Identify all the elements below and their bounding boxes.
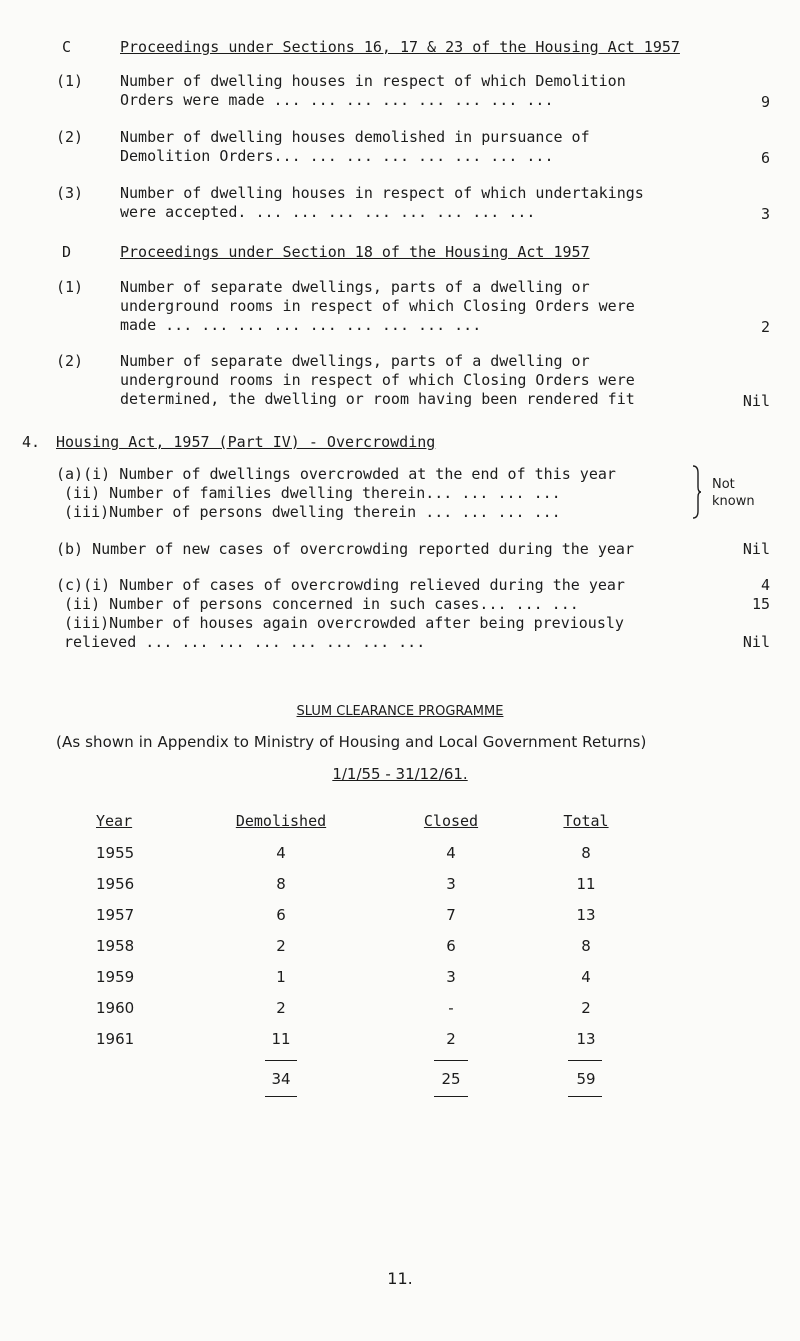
table-cell-year: 1955 xyxy=(96,844,135,862)
section-4c-value-4: Nil xyxy=(742,633,770,651)
section-4a-line-2: (ii) Number of families dwelling therein... ... ... ... xyxy=(64,484,561,502)
section-d-letter: D xyxy=(62,243,72,261)
table-cell-closed: 4 xyxy=(446,844,456,862)
section-d-item-2-line1: Number of separate dwellings, parts of a dwelling or xyxy=(120,352,590,370)
section-c-item-3-num: (3) xyxy=(56,184,84,202)
section-c-item-3-line1: Number of dwelling houses in respect of which undertakings xyxy=(120,184,644,202)
table-cell-closed: - xyxy=(448,999,454,1017)
section-d-item-2-num: (2) xyxy=(56,352,84,370)
section-c-item-2-line1: Number of dwelling houses demolished in pursuance of xyxy=(120,128,590,146)
section-4a-line-1: (a)(i) Number of dwellings overcrowded at the end of this year xyxy=(56,465,616,483)
section-c-item-3-value: 3 xyxy=(760,205,770,223)
section-4a-line-3: (iii)Number of persons dwelling therein ... ... ... ... xyxy=(64,503,561,521)
slum-subtitle: (As shown in Appendix to Ministry of Housing and Local Government Returns) xyxy=(56,733,647,751)
section-d-item-2-value: Nil xyxy=(742,392,770,410)
section-c-item-2-value: 6 xyxy=(760,149,770,167)
section-4b-text: (b) Number of new cases of overcrowding reported during the year xyxy=(56,540,634,558)
divider xyxy=(434,1096,468,1097)
table-cell-closed: 3 xyxy=(446,875,456,893)
table-cell-closed: 7 xyxy=(446,906,456,924)
section-d-item-1-line3: made ... ... ... ... ... ... ... ... ... xyxy=(120,316,482,334)
table-cell-year: 1961 xyxy=(96,1030,135,1048)
section-4c-value-2: 15 xyxy=(751,595,770,613)
section-4c-value-1: 4 xyxy=(760,576,770,594)
section-4a-value-not: Not xyxy=(712,477,735,492)
section-4b-value: Nil xyxy=(742,540,770,558)
section-c-item-3-line2: were accepted. ... ... ... ... ... ... ... ... xyxy=(120,203,536,221)
table-cell-demolished: 8 xyxy=(276,875,286,893)
table-cell-closed: 2 xyxy=(446,1030,456,1048)
table-cell-year: 1958 xyxy=(96,937,135,955)
section-c-item-1-line2: Orders were made ... ... ... ... ... ... ... ... xyxy=(120,91,554,109)
divider xyxy=(568,1060,602,1061)
section-c-letter: C xyxy=(62,38,72,56)
right-brace-icon xyxy=(692,465,702,519)
table-cell-demolished: 11 xyxy=(271,1030,291,1048)
section-4c-line-3: (iii)Number of houses again overcrowded after being previously xyxy=(64,614,624,632)
table-cell-demolished: 2 xyxy=(276,937,286,955)
section-4c-line-2: (ii) Number of persons concerned in such cases... ... ... xyxy=(64,595,579,613)
total-closed: 25 xyxy=(441,1070,461,1088)
section-d-item-1-line1: Number of separate dwellings, parts of a dwelling or xyxy=(120,278,590,296)
table-cell-total: 2 xyxy=(581,999,591,1017)
table-cell-year: 1957 xyxy=(96,906,135,924)
table-cell-year: 1956 xyxy=(96,875,135,893)
table-cell-demolished: 6 xyxy=(276,906,286,924)
table-cell-year: 1960 xyxy=(96,999,135,1017)
table-cell-total: 8 xyxy=(581,937,591,955)
section-4c-line-4: relieved ... ... ... ... ... ... ... ... xyxy=(64,633,426,651)
section-c-item-1-num: (1) xyxy=(56,72,84,90)
section-c-item-2-line2: Demolition Orders... ... ... ... ... ... ... ... xyxy=(120,147,554,165)
divider xyxy=(265,1096,297,1097)
slum-period: 1/1/55 - 31/12/61. xyxy=(332,765,468,783)
section-d-item-1-value: 2 xyxy=(760,318,770,336)
divider xyxy=(434,1060,468,1061)
table-cell-demolished: 1 xyxy=(276,968,286,986)
total-total: 59 xyxy=(576,1070,596,1088)
page-number: 11. xyxy=(387,1269,413,1288)
table-cell-closed: 6 xyxy=(446,937,456,955)
section-4a-value-known: known xyxy=(712,494,755,509)
table-cell-year: 1959 xyxy=(96,968,135,986)
section-d-item-1-num: (1) xyxy=(56,278,84,296)
table-cell-demolished: 2 xyxy=(276,999,286,1017)
table-header-demolished: Demolished xyxy=(235,812,327,830)
table-cell-total: 11 xyxy=(576,875,596,893)
section-4-heading: Housing Act, 1957 (Part IV) - Overcrowding xyxy=(56,433,436,451)
table-header-closed: Closed xyxy=(423,812,479,830)
slum-title: SLUM CLEARANCE PROGRAMME xyxy=(296,704,504,719)
section-4c-line-1: (c)(i) Number of cases of overcrowding relieved during the year xyxy=(56,576,625,594)
table-header-total: Total xyxy=(563,812,609,830)
section-d-item-2-line2: underground rooms in respect of which Closing Orders were xyxy=(120,371,635,389)
section-d-heading: Proceedings under Section 18 of the Housing Act 1957 xyxy=(120,243,590,261)
section-c-item-2-num: (2) xyxy=(56,128,84,146)
section-d-item-2-line3: determined, the dwelling or room having been rendered fit xyxy=(120,390,635,408)
table-header-year: Year xyxy=(96,812,133,830)
divider xyxy=(568,1096,602,1097)
table-cell-total: 8 xyxy=(581,844,591,862)
table-cell-closed: 3 xyxy=(446,968,456,986)
section-d-item-1-line2: underground rooms in respect of which Closing Orders were xyxy=(120,297,635,315)
table-cell-total: 13 xyxy=(576,906,596,924)
table-cell-demolished: 4 xyxy=(276,844,286,862)
section-c-item-1-line1: Number of dwelling houses in respect of which Demolition xyxy=(120,72,626,90)
divider xyxy=(265,1060,297,1061)
total-demolished: 34 xyxy=(271,1070,291,1088)
table-cell-total: 13 xyxy=(576,1030,596,1048)
section-4-number: 4. xyxy=(22,433,41,451)
section-c-item-1-value: 9 xyxy=(760,93,770,111)
table-cell-total: 4 xyxy=(581,968,591,986)
section-c-heading: Proceedings under Sections 16, 17 & 23 of the Housing Act 1957 xyxy=(120,38,680,56)
